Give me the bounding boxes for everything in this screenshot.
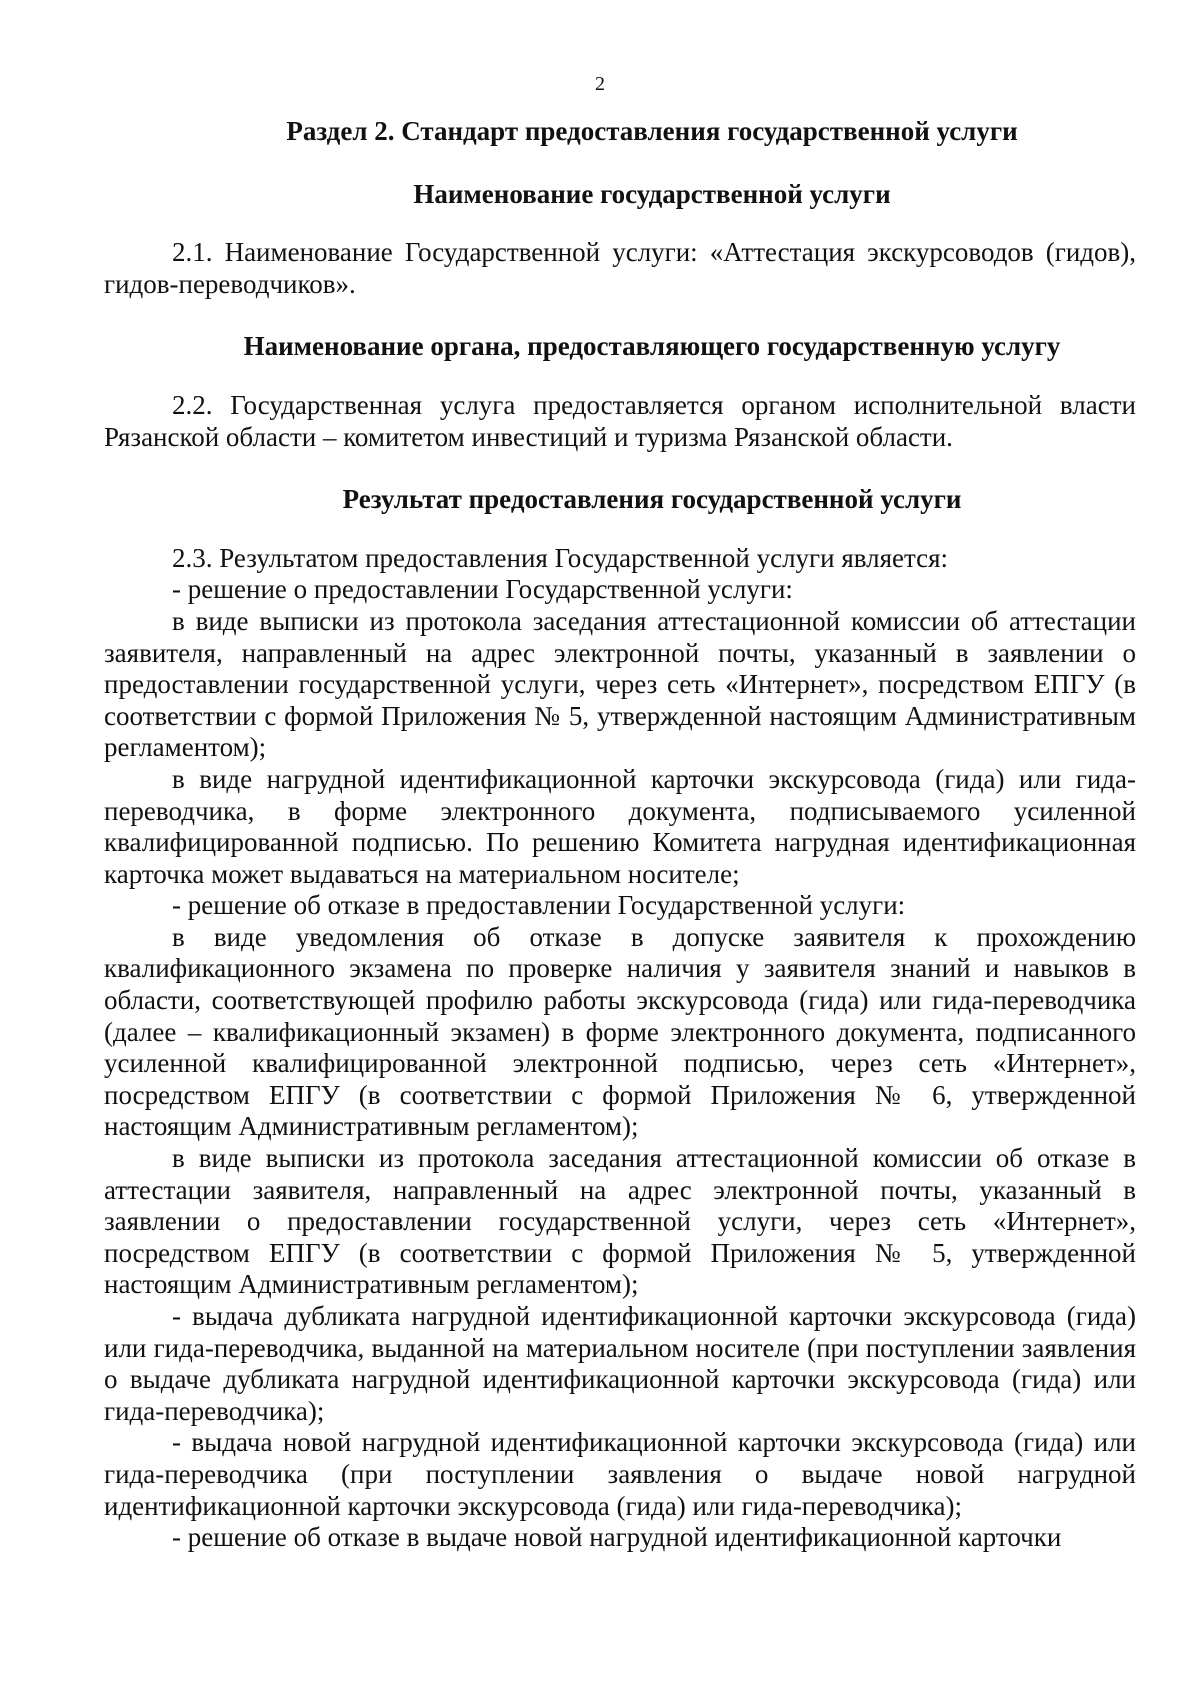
- paragraph-2-2: 2.2. Государственная услуга предоставляется органом исполнительной власти Рязанской области – комитетом инвестиций и туризма Рязанской области.: [104, 389, 1136, 452]
- page-number: 2: [595, 73, 605, 95]
- paragraph-2-3: 2.3. Результатом предоставления Государственной услуги является:: [172, 542, 949, 573]
- list-item-refusal-notice: в виде уведомления об отказе в допуске заявителя к прохождению квалификационного экзамена по проверке наличия у заявителя знаний и навыков в области, соответствующей профилю работы экскурсовода (гида) или гида-переводчика (далее – квалификационный экзамен) в форме электронного документа, подписанного усиленной квалифицированной электронной подписью, через сеть «Интернет», посредством ЕПГУ (в соответствии с формой Приложения № 6, утвержденной настоящим Административным регламентом);: [104, 921, 1136, 1142]
- heading-result: Результат предоставления государственной услуги: [342, 484, 962, 515]
- document-body: [104, 116, 1136, 1554]
- heading-service-name: Наименование государственной услуги: [413, 178, 891, 209]
- list-item-refusal-protocol: в виде выписки из протокола заседания аттестационной комиссии об отказе в аттестации заявителя, направленный на адрес электронной почты, указанный в заявлении о предоставлении государственной услуги, через сеть «Интернет», посредством ЕПГУ (в соответствии с формой Приложения № 5, утвержденной настоящим Административным регламентом);: [104, 1143, 1136, 1300]
- heading-authority: Наименование органа, предоставляющего государственную услугу: [243, 331, 1061, 362]
- list-item-protocol-extract: в виде выписки из протокола заседания аттестационной комиссии об аттестации заявителя, направленный на адрес электронной почты, указанный в заявлении о предоставлении государственной услуги, через сеть «Интернет», посредством ЕПГУ (в соответствии с формой Приложения № 5, утвержденной настоящим Административным регламентом);: [104, 605, 1136, 763]
- list-item-badge-card: в виде нагрудной идентификационной карточки экскурсовода (гида) или гида-переводчика, в форме электронного документа, подписываемого усиленной квалифицированной подписью. По решению Комитета нагрудная идентификационная карточка может выдаваться на материальном носителе;: [104, 763, 1136, 889]
- list-item-refuse-new-card: - решение об отказе в выдаче новой нагрудной идентификационной карточки: [172, 1522, 1062, 1553]
- list-item-new-card: - выдача новой нагрудной идентификационной карточки экскурсовода (гида) или гида-переводчика (при поступлении заявления о выдаче новой нагрудной идентификационной карточки экскурсовода (гида) или гида-переводчика);: [104, 1427, 1136, 1521]
- list-item-decision-refuse: - решение об отказе в предоставлении Государственной услуги:: [172, 890, 906, 921]
- section-title: Раздел 2. Стандарт предоставления государственной услуги: [286, 116, 1018, 146]
- paragraph-2-1: 2.1. Наименование Государственной услуги: «Аттестация экскурсоводов (гидов), гидов-переводчиков».: [104, 237, 1136, 299]
- list-item-decision-grant: - решение о предоставлении Государственной услуги:: [172, 574, 793, 605]
- list-item-duplicate-card: - выдача дубликата нагрудной идентификационной карточки экскурсовода (гида) или гида-переводчика, выданной на материальном носителе (при поступлении заявления о выдаче дубликата нагрудной идентификационной карточки экскурсовода (гида) или гида-переводчика);: [104, 1301, 1136, 1426]
